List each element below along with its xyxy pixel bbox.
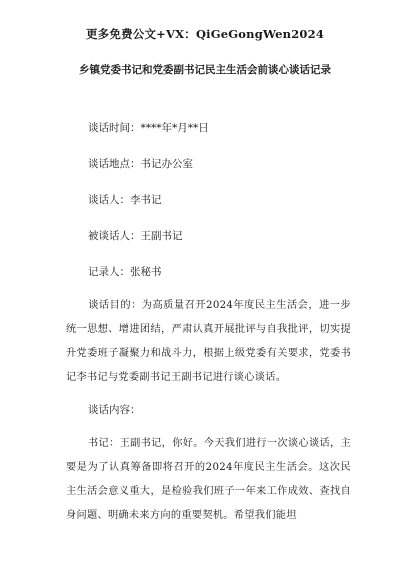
content-text: 书记：王副书记，你好。今天我们进行一次谈心谈话，主要是为了认真筹备即将召开的2024年度民主生活会。这次民主生活会意义重大，是检验我们班子一年来工作成效、查找自身问题、明确未来方向的重要契机。希望我们能坦 xyxy=(66,438,351,521)
content-paragraph xyxy=(66,432,351,528)
purpose-text: 谈话目的：为高质量召开2024年度民主生活会，进一步统一思想、增进团结，严肃认真开展批评与自我批评，切实提升党委班子凝聚力和战斗力，根据上级党委有关要求，党委书记李书记与党委副书记王副书记进行谈心谈话。 xyxy=(66,300,351,383)
purpose-paragraph xyxy=(66,294,351,390)
promo-header: 更多免费公文+VX：QiGeGongWen2024 xyxy=(85,27,325,41)
document-title: 乡镇党委书记和党委副书记民主生活会前谈心谈话记录 xyxy=(79,64,331,76)
meta-speaker: 谈话人：李书记 xyxy=(88,194,162,206)
content-label: 谈话内容： xyxy=(88,404,141,416)
meta-recorder: 记录人：张秘书 xyxy=(88,266,162,278)
meta-listener: 被谈话人：王副书记 xyxy=(88,230,183,242)
meta-time: 谈话时间：****年*月**日 xyxy=(88,122,209,134)
meta-place: 谈话地点：书记办公室 xyxy=(88,158,193,170)
